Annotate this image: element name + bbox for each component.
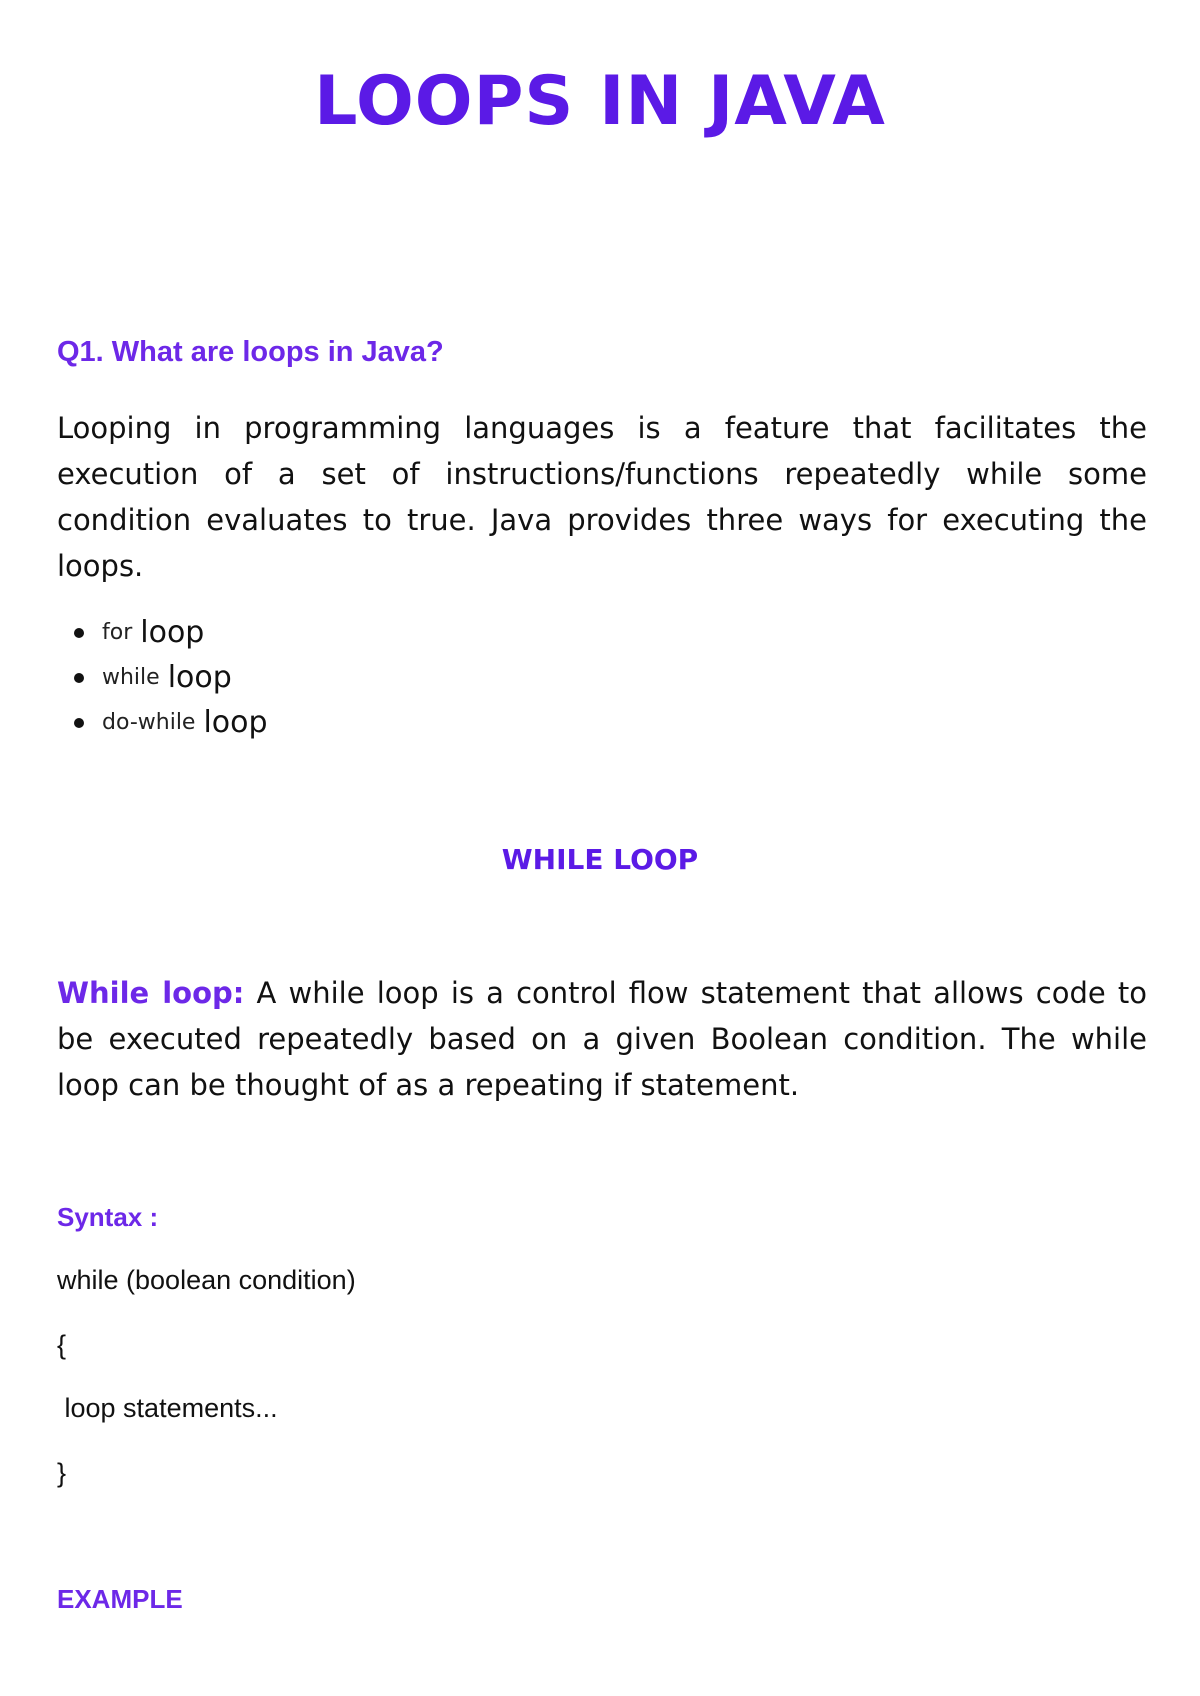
bullet-icon <box>74 718 84 728</box>
while-loop-label: While loop: <box>57 976 245 1010</box>
list-item <box>57 655 268 700</box>
syntax-line: } <box>57 1458 67 1488</box>
syntax-heading: Syntax : <box>57 1202 159 1232</box>
page-title: LOOPS IN JAVA <box>314 62 886 141</box>
while-loop-description: A while loop is a control flow statement that allows code to be executed repeatedly based on a given Boolean condition. The while loop can be thought of as a repeating if statement. <box>57 976 1148 1102</box>
bullet-icon <box>74 673 84 683</box>
example-heading: EXAMPLE <box>57 1584 183 1614</box>
loop-suffix: loop <box>203 705 268 740</box>
loop-suffix: loop <box>167 660 232 695</box>
section-heading-while-loop: WHILE LOOP <box>501 843 699 876</box>
loop-keyword: do-while <box>102 710 196 735</box>
syntax-line: loop statements... <box>57 1393 278 1423</box>
syntax-line: while (boolean condition) <box>57 1265 356 1295</box>
list-item <box>57 700 268 745</box>
loop-types-list <box>57 610 268 745</box>
loop-suffix: loop <box>140 615 205 650</box>
while-loop-paragraph <box>57 970 1147 1108</box>
bullet-icon <box>74 628 84 638</box>
list-item <box>57 610 268 655</box>
answer-paragraph: Looping in programming languages is a feature that facilitates the execution of a set of instructions/functions repeatedly while some condition evaluates to true. Java provides three ways for executing the loops. <box>57 411 1147 583</box>
loop-keyword: for <box>102 620 133 645</box>
loop-keyword: while <box>102 665 160 690</box>
question-heading: Q1. What are loops in Java? <box>57 336 444 368</box>
syntax-line: { <box>57 1330 67 1360</box>
